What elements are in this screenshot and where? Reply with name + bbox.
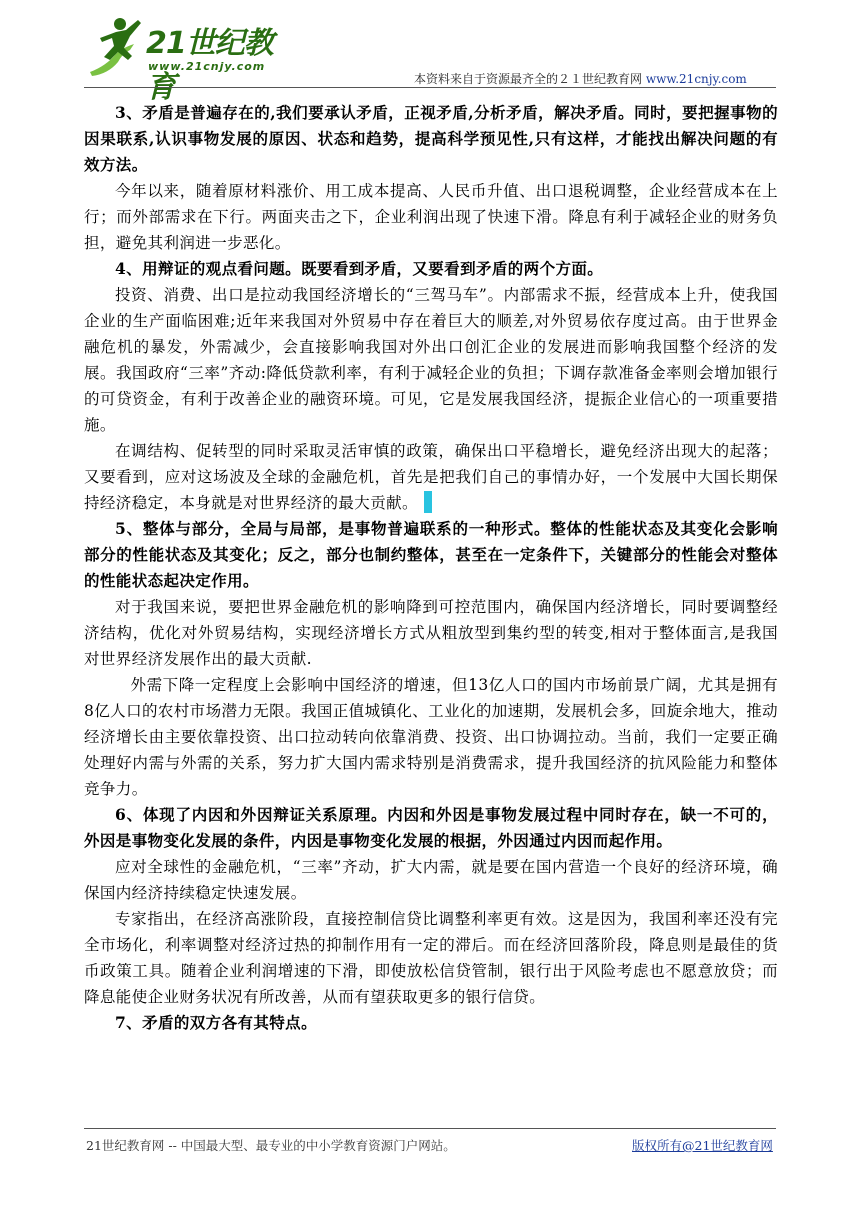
site-logo[interactable] bbox=[86, 14, 296, 105]
paragraph-point-3: 3、矛盾是普遍存在的,我们要承认矛盾，正视矛盾,分析矛盾，解决矛盾。同时，要把握事物的因果联系,认识事物发展的原因、状态和趋势，提高科学预见性,只有这样，才能找出解决问题的有效方法。 bbox=[84, 103, 778, 174]
paragraph-point-7: 7、矛盾的双方各有其特点。 bbox=[115, 1013, 317, 1032]
header-divider bbox=[84, 87, 776, 88]
paragraph-point-5: 5、整体与部分，全局与局部，是事物普遍联系的一种形式。整体的性能状态及其变化会影响部分的性能状态及其变化；反之，部分也制约整体，甚至在一定条件下，关键部分的性能会对整体的性能状态起决定作用。 bbox=[84, 519, 778, 590]
paragraph: 专家指出，在经济高涨阶段，直接控制信贷比调整利率更有效。这是因为，我国利率还没有完全市场化，利率调整对经济过热的抑制作用有一定的滞后。而在经济回落阶段，降息则是最佳的货币政策工具。随着企业利润增速的下滑，即使放松信贷管制，银行出于风险考虑也不愿意放贷；而降息能使企业财务状况有所改善，从而有望获取更多的银行信贷。 bbox=[84, 910, 778, 1006]
logo-url: www.21cnjy.com bbox=[148, 60, 266, 73]
paragraph-text: 在调结构、促转型的同时采取灵活审慎的政策，确保出口平稳增长，避免经济出现大的起落；又要看到，应对这场波及全球的金融危机，首先是把我们自己的事情办好，一个发展中大国长期保持经济稳定，本身就是对世界经济的最大贡献。 bbox=[84, 442, 778, 512]
header-site-link[interactable]: www.21cnjy.com bbox=[645, 72, 747, 86]
paragraph-point-6: 6、体现了内因和外因辩证关系原理。内因和外因是事物发展过程中同时存在，缺一不可的，外因是事物变化发展的条件，内因是事物变化发展的根据，外因通过内因而起作用。 bbox=[84, 805, 778, 850]
paragraph: 投资、消费、出口是拉动我国经济增长的“三驾马车”。内部需求不振，经营成本上升，使我国企业的生产面临困难;近年来我国对外贸易中存在着巨大的顺差,对外贸易依存度过高。由于世界金融危机的暴发，外需减少，会直接影响我国对外出口创汇企业的发展进而影响我国整个经济的发展。我国政府“三率”齐动:降低贷款利率，有利于减轻企业的负担；下调存款准备金率则会增加银行的可贷资金，有利于改善企业的融资环境。可见，它是发展我国经济，提振企业信心的一项重要措施。 bbox=[84, 286, 778, 434]
header-source-note bbox=[414, 70, 747, 87]
paragraph: 外需下降一定程度上会影响中国经济的增速，但13亿人口的国内市场前景广阔，尤其是拥有8亿人口的农村市场潜力无限。我国正值城镇化、工业化的加速期，发展机会多，回旋余地大，推动经济增长由主要依靠投资、出口拉动转向依靠消费、投资、出口协调拉动。当前，我们一定要正确处理好内需与外需的关系，努力扩大国内需求特别是消费需求，提升我国经济的抗风险能力和整体竞争力。 bbox=[84, 676, 778, 798]
footer-copyright-link[interactable]: 版权所有@21世纪教育网 bbox=[632, 1138, 773, 1153]
text-cursor bbox=[424, 491, 432, 513]
paragraph-point-4: 4、用辩证的观点看问题。既要看到矛盾，又要看到矛盾的两个方面。 bbox=[115, 259, 604, 278]
paragraph: 应对全球性的金融危机，“三率”齐动，扩大内需，就是要在国内营造一个良好的经济环境，确保国内经济持续稳定快速发展。 bbox=[84, 858, 778, 902]
running-figure-icon bbox=[86, 14, 148, 80]
document-body bbox=[84, 100, 778, 1036]
paragraph: 对于我国来说，要把世界金融危机的影响降到可控范围内，确保国内经济增长，同时要调整经济结构，优化对外贸易结构，实现经济增长方式从粗放型到集约型的转变,相对于整体面言,是我国对世界经济发展作出的最大贡献. bbox=[84, 598, 778, 668]
footer-text: 21世纪教育网 -- 中国最大型、最专业的中小学教育资源门户网站。 bbox=[86, 1138, 456, 1153]
footer-divider bbox=[84, 1128, 776, 1129]
paragraph-with-cursor bbox=[84, 438, 778, 516]
paragraph: 今年以来，随着原材料涨价、用工成本提高、人民币升值、出口退税调整，企业经营成本在上行；而外部需求在下行。两面夹击之下，企业利润出现了快速下滑。降息有利于减轻企业的财务负担，避免其利润进一步恶化。 bbox=[84, 182, 778, 252]
header-note-text: 本资料来自于资源最齐全的２１世纪教育网 bbox=[414, 72, 643, 86]
page-header bbox=[0, 0, 860, 105]
logo-title: 21世纪教育 bbox=[146, 26, 273, 105]
